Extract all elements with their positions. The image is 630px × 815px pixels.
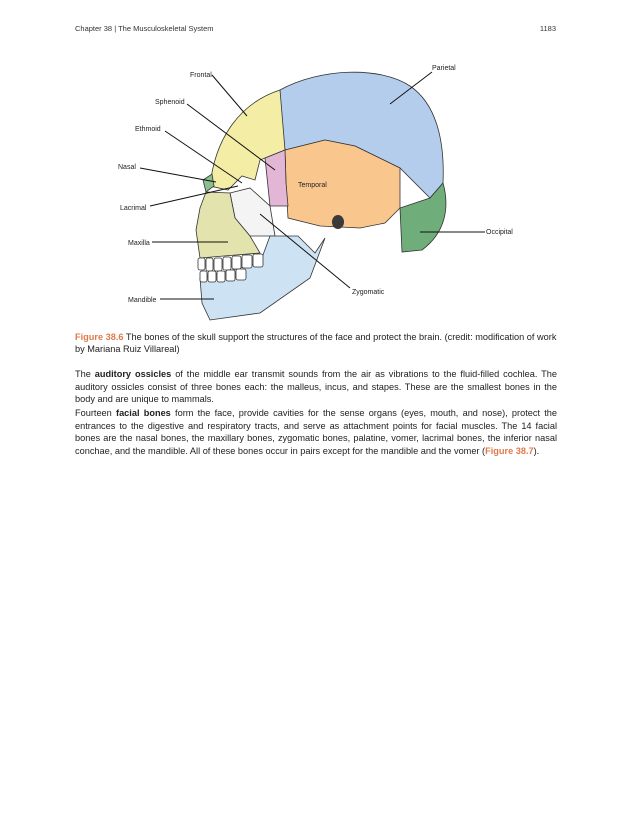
- p2-pre: Fourteen: [75, 408, 117, 418]
- skull-figure: [110, 58, 530, 328]
- label-mandible: Mandible: [128, 297, 157, 304]
- term-facial-bones: facial bones: [116, 408, 171, 418]
- skull-diagram: [110, 58, 530, 328]
- label-lacrimal: Lacrimal: [120, 205, 147, 212]
- label-parietal: Parietal: [432, 65, 456, 72]
- label-sphenoid: Sphenoid: [155, 99, 185, 106]
- label-occipital: Occipital: [486, 229, 513, 236]
- p1-post: of the middle ear transmit sounds from the air as vibrations to the fluid-filled cochlea. The auditory ossicles consist of three bones each: the malleus, incus, and stapes. These are the smallest bones in the body and are unique to mammals.: [75, 369, 557, 405]
- p2-end: ).: [533, 445, 540, 456]
- label-nasal: Nasal: [118, 164, 136, 171]
- paragraph-facial-bones: [75, 407, 557, 457]
- occipital-bone: [400, 183, 446, 252]
- label-temporal: Temporal: [298, 182, 327, 189]
- p1-pre: The: [75, 369, 95, 379]
- nasal-bone: [203, 174, 214, 192]
- p2-post: form the face, provide cavities for the sense organs (eyes, mouth, and nose), protect the entrances to the digestive and respiratory tracts, and serve as attachment points for facial muscles. The 14 facial bones are the nasal bones, the maxillary bones, zygomatic bones, palatine, vomer, lacrimal bones, the inferior nasal conchae, and the mandible. All of these bones occur in pairs except for the mandible and the vomer (: [75, 408, 557, 456]
- label-maxilla: Maxilla: [128, 240, 150, 247]
- page-number: 1183: [539, 24, 556, 33]
- term-auditory-ossicles: auditory ossicles: [94, 369, 172, 379]
- caption-text: The bones of the skull support the structures of the face and protect the brain. (credit: modification of work by Mariana Ruiz Villareal): [75, 332, 557, 354]
- label-ethmoid: Ethmoid: [135, 126, 161, 133]
- figure-caption: [75, 331, 557, 355]
- caption-label: Figure 38.6: [75, 332, 124, 342]
- label-zygomatic: Zygomatic: [352, 289, 385, 296]
- label-frontal: Frontal: [190, 72, 212, 79]
- page-header: [75, 24, 556, 36]
- ear-canal: [332, 215, 344, 229]
- paragraph-auditory-ossicles: [75, 368, 557, 406]
- figure-38-7-link[interactable]: Figure 38.7: [485, 445, 534, 456]
- chapter-title: Chapter 38 | The Musculoskeletal System: [75, 24, 214, 33]
- sphenoid-bone: [265, 150, 288, 206]
